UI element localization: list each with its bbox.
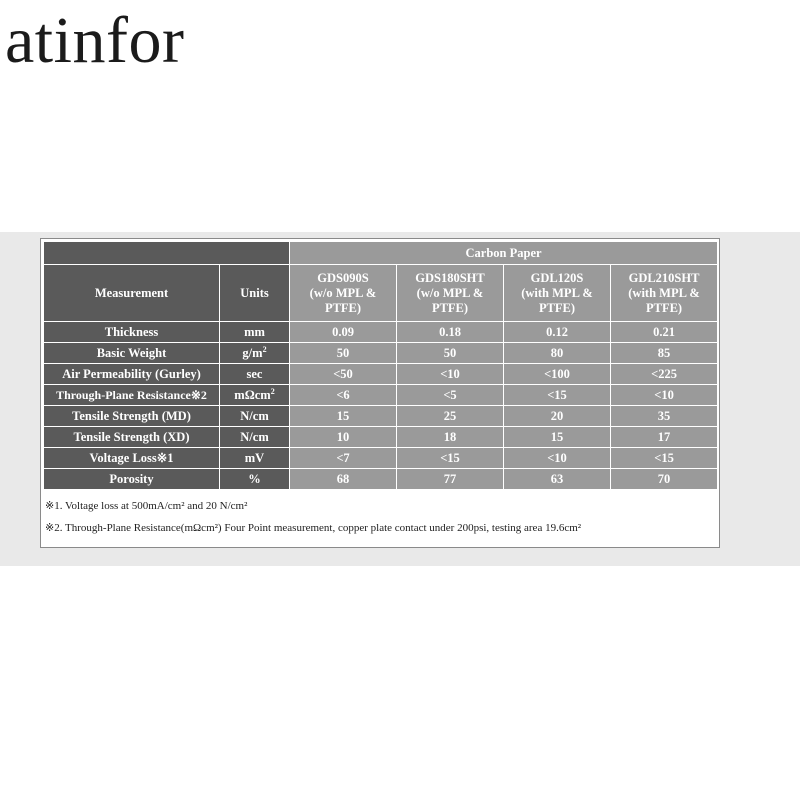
product-desc-line: PTFE) bbox=[538, 300, 576, 315]
table-row bbox=[44, 343, 718, 364]
value-cell: 0.21 bbox=[611, 322, 718, 343]
value-cell: 0.12 bbox=[504, 322, 611, 343]
table-row bbox=[44, 385, 718, 406]
table-row bbox=[44, 406, 718, 427]
footnote-resistance: ※2. Through-Plane Resistance(mΩcm²) Four Point measurement, copper plate contact under 200psi, testing area 19.6cm² bbox=[45, 522, 582, 534]
value-cell: <100 bbox=[504, 364, 611, 385]
row-unit: mΩcm$^2$ bbox=[220, 385, 290, 406]
row-label: Tensile Strength (MD) bbox=[44, 406, 220, 427]
value-cell: 15 bbox=[290, 406, 397, 427]
units-header: Units bbox=[220, 265, 290, 322]
product-name: GDS090S bbox=[317, 270, 369, 285]
row-label: Tensile Strength (XD) bbox=[44, 427, 220, 448]
value-cell: 0.09 bbox=[290, 322, 397, 343]
value-cell: <15 bbox=[397, 448, 504, 469]
product-desc-line: PTFE) bbox=[645, 300, 683, 315]
value-cell: 50 bbox=[397, 343, 504, 364]
value-cell: 50 bbox=[290, 343, 397, 364]
row-label: Voltage Loss※1 bbox=[44, 448, 220, 469]
value-cell: <7 bbox=[290, 448, 397, 469]
product-desc-line: PTFE) bbox=[324, 300, 362, 315]
table-row bbox=[44, 469, 718, 490]
value-cell: <225 bbox=[611, 364, 718, 385]
value-cell: <15 bbox=[504, 385, 611, 406]
value-cell: 18 bbox=[397, 427, 504, 448]
group-header-row bbox=[44, 242, 718, 265]
product-header bbox=[290, 265, 397, 322]
value-cell: <15 bbox=[611, 448, 718, 469]
product-name: GDL210SHT bbox=[628, 270, 700, 285]
row-label: Air Permeability (Gurley) bbox=[44, 364, 220, 385]
product-desc-line: (with MPL & bbox=[628, 285, 700, 300]
spec-table bbox=[43, 241, 718, 490]
value-cell: 15 bbox=[504, 427, 611, 448]
value-cell: 80 bbox=[504, 343, 611, 364]
value-cell: 68 bbox=[290, 469, 397, 490]
product-name: GDS180SHT bbox=[415, 270, 485, 285]
row-unit: mm bbox=[220, 322, 290, 343]
value-cell: <10 bbox=[611, 385, 718, 406]
product-header bbox=[397, 265, 504, 322]
table-row bbox=[44, 364, 718, 385]
value-cell: 25 bbox=[397, 406, 504, 427]
table-row bbox=[44, 427, 718, 448]
value-cell: 35 bbox=[611, 406, 718, 427]
value-cell: <50 bbox=[290, 364, 397, 385]
measurement-header: Measurement bbox=[44, 265, 220, 322]
value-cell: 0.18 bbox=[397, 322, 504, 343]
product-header bbox=[611, 265, 718, 322]
footnotes bbox=[45, 495, 715, 539]
brand-logo-text: atinfor bbox=[5, 4, 185, 77]
column-header-row bbox=[44, 265, 718, 322]
product-desc-line: (w/o MPL & bbox=[309, 285, 377, 300]
value-cell: <6 bbox=[290, 385, 397, 406]
value-cell: 70 bbox=[611, 469, 718, 490]
product-desc-line: PTFE) bbox=[431, 300, 469, 315]
row-label: Thickness bbox=[44, 322, 220, 343]
value-cell: <10 bbox=[397, 364, 504, 385]
row-label: Basic Weight bbox=[44, 343, 220, 364]
product-header bbox=[504, 265, 611, 322]
row-unit: mV bbox=[220, 448, 290, 469]
row-label: Porosity bbox=[44, 469, 220, 490]
footnote-voltage-loss: ※1. Voltage loss at 500mA/cm² and 20 N/cm² bbox=[45, 500, 248, 512]
blank-corner-cell bbox=[44, 242, 290, 265]
value-cell: 85 bbox=[611, 343, 718, 364]
carbon-paper-header: Carbon Paper bbox=[290, 242, 718, 265]
value-cell: <10 bbox=[504, 448, 611, 469]
value-cell: 17 bbox=[611, 427, 718, 448]
row-unit: sec bbox=[220, 364, 290, 385]
row-unit: $g/m^2$ bbox=[220, 343, 290, 364]
value-cell: <5 bbox=[397, 385, 504, 406]
value-cell: 20 bbox=[504, 406, 611, 427]
spec-table-panel bbox=[40, 238, 720, 548]
value-cell: 63 bbox=[504, 469, 611, 490]
product-desc-line: (w/o MPL & bbox=[416, 285, 484, 300]
row-label: Through-Plane Resistance※2 bbox=[44, 385, 220, 406]
value-cell: 77 bbox=[397, 469, 504, 490]
value-cell: 10 bbox=[290, 427, 397, 448]
table-row bbox=[44, 448, 718, 469]
row-unit: % bbox=[220, 469, 290, 490]
product-name: GDL120S bbox=[530, 270, 584, 285]
row-unit: N/cm bbox=[220, 406, 290, 427]
table-row bbox=[44, 322, 718, 343]
row-unit: N/cm bbox=[220, 427, 290, 448]
product-desc-line: (with MPL & bbox=[521, 285, 593, 300]
